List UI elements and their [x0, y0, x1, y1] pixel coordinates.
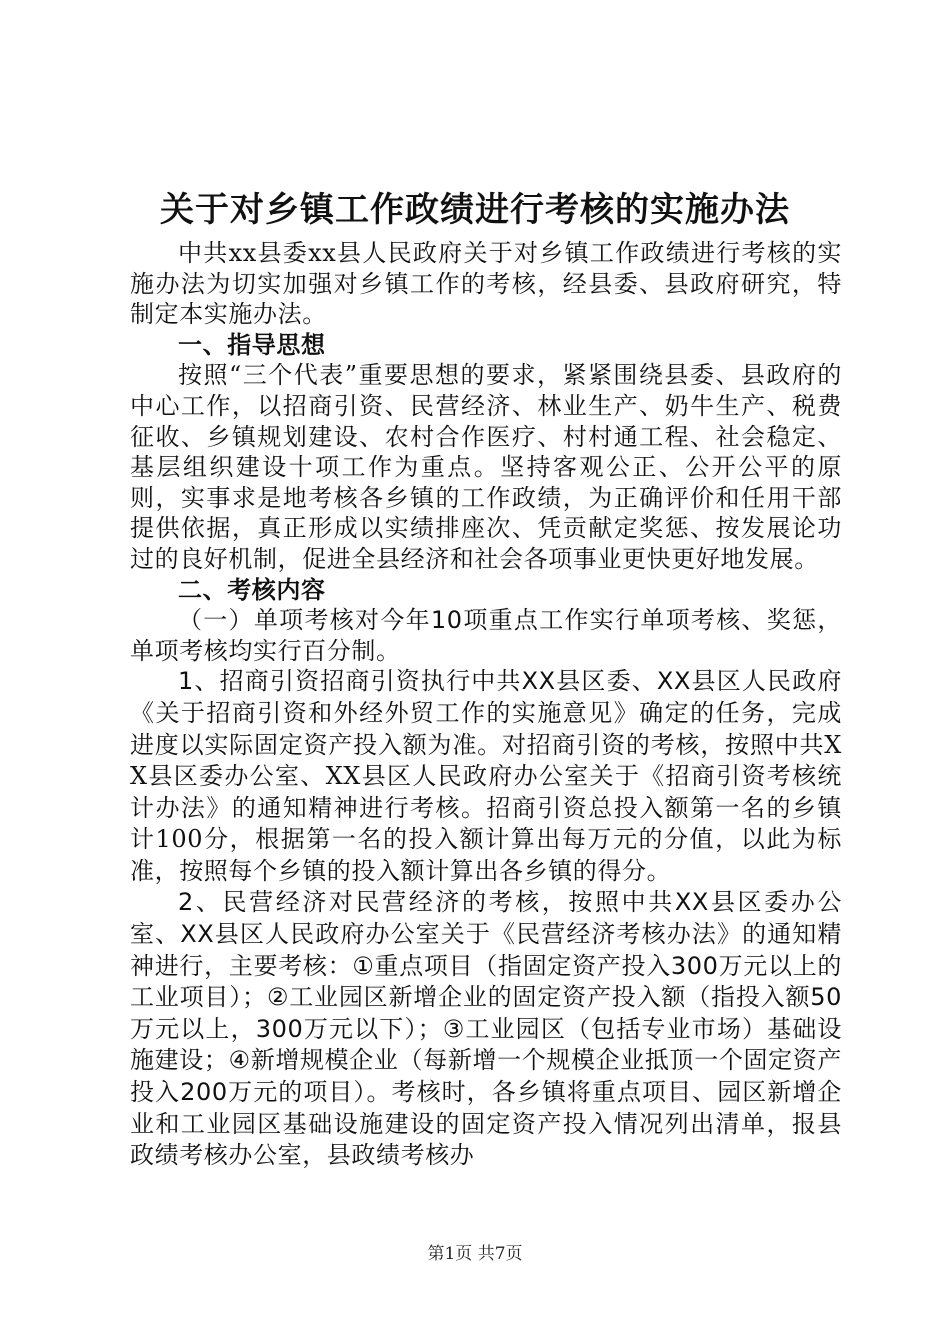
page-number-footer: 第1页 共7页: [427, 1244, 523, 1264]
investment-paragraph: [130, 666, 842, 887]
section-heading-assessment-content: 二、考核内容: [178, 575, 326, 604]
document-title: 关于对乡镇工作政绩进行考核的实施办法: [160, 190, 790, 230]
private-economy-lead-text: 2、民营经济对民营经济的考核，按照中共XX县区委办公室、XX县区人民政府办公室关于《民营经济考核办法》的通知精神进行，主要考核：①重点项目（指固定资产投入300万元以上的工业项目）；②工业园区新增企业的固定资产投入额（指投入额50万元以上，300万元以下）；③工业园区（包括专业市场）基础设施建设；④新增规模企业（每新增一个规模企业抵顶一个固定资产投入200万元的项目）。: [130, 888, 842, 1107]
intro-paragraph: 中共xx县委xx县人民政府关于对乡镇工作政绩进行考核的实施办法为切实加强对乡镇工作的考核，经县委、县政府研究，特制定本实施办法。: [130, 239, 842, 329]
document-body: [130, 238, 842, 1172]
private-economy-body-text: 考核时，各乡镇将重点项目、园区新增企业和工业园区基础设施建设的固定资产投入情况列出清单，报县政绩考核办公室，县政绩考核办: [130, 1078, 842, 1170]
section-heading-guiding-thought: 一、指导思想: [178, 330, 326, 359]
guiding-thought-paragraph: 按照“三个代表”重要思想的要求，紧紧围绕县委、县政府的中心工作，以招商引资、民营经济、林业生产、奶牛生产、税费征收、乡镇规划建设、农村合作医疗、村村通工程、社会稳定、基层组织建设十项工作为重点。坚持客观公正、公开公平的原则，实事求是地考核各乡镇的工作政绩，为正确评价和任用干部提供依据，真正形成以实绩排座次、凭贡献定奖惩、按发展论功过的良好机制，促进全县经济和社会各项事业更快更好地发展。: [130, 361, 842, 573]
investment-lead-text: 1、招商引资招商引资执行中共XX县区委、XX县区人民政府《关于招商引资和外经外贸工作的实施意见》确定的任务，完成进度以实际固定资产投入额为准。: [130, 667, 842, 759]
investment-body-text: 对招商引资的考核，按照中共XX县区委办公室、XX县区人民政府办公室关于《招商引资考核统计办法》的通知精神进行考核。招商引资总投入额第一名的乡镇计100分，根据第一名的投入额计算出每万元的分值，以此为标准，按照每个乡镇的投入额计算出各乡镇的得分。: [130, 730, 842, 885]
private-economy-paragraph: [130, 887, 842, 1171]
single-assessment-paragraph: （一）单项考核对今年10项重点工作实行单项考核、奖惩，单项考核均实行百分制。: [130, 606, 842, 665]
